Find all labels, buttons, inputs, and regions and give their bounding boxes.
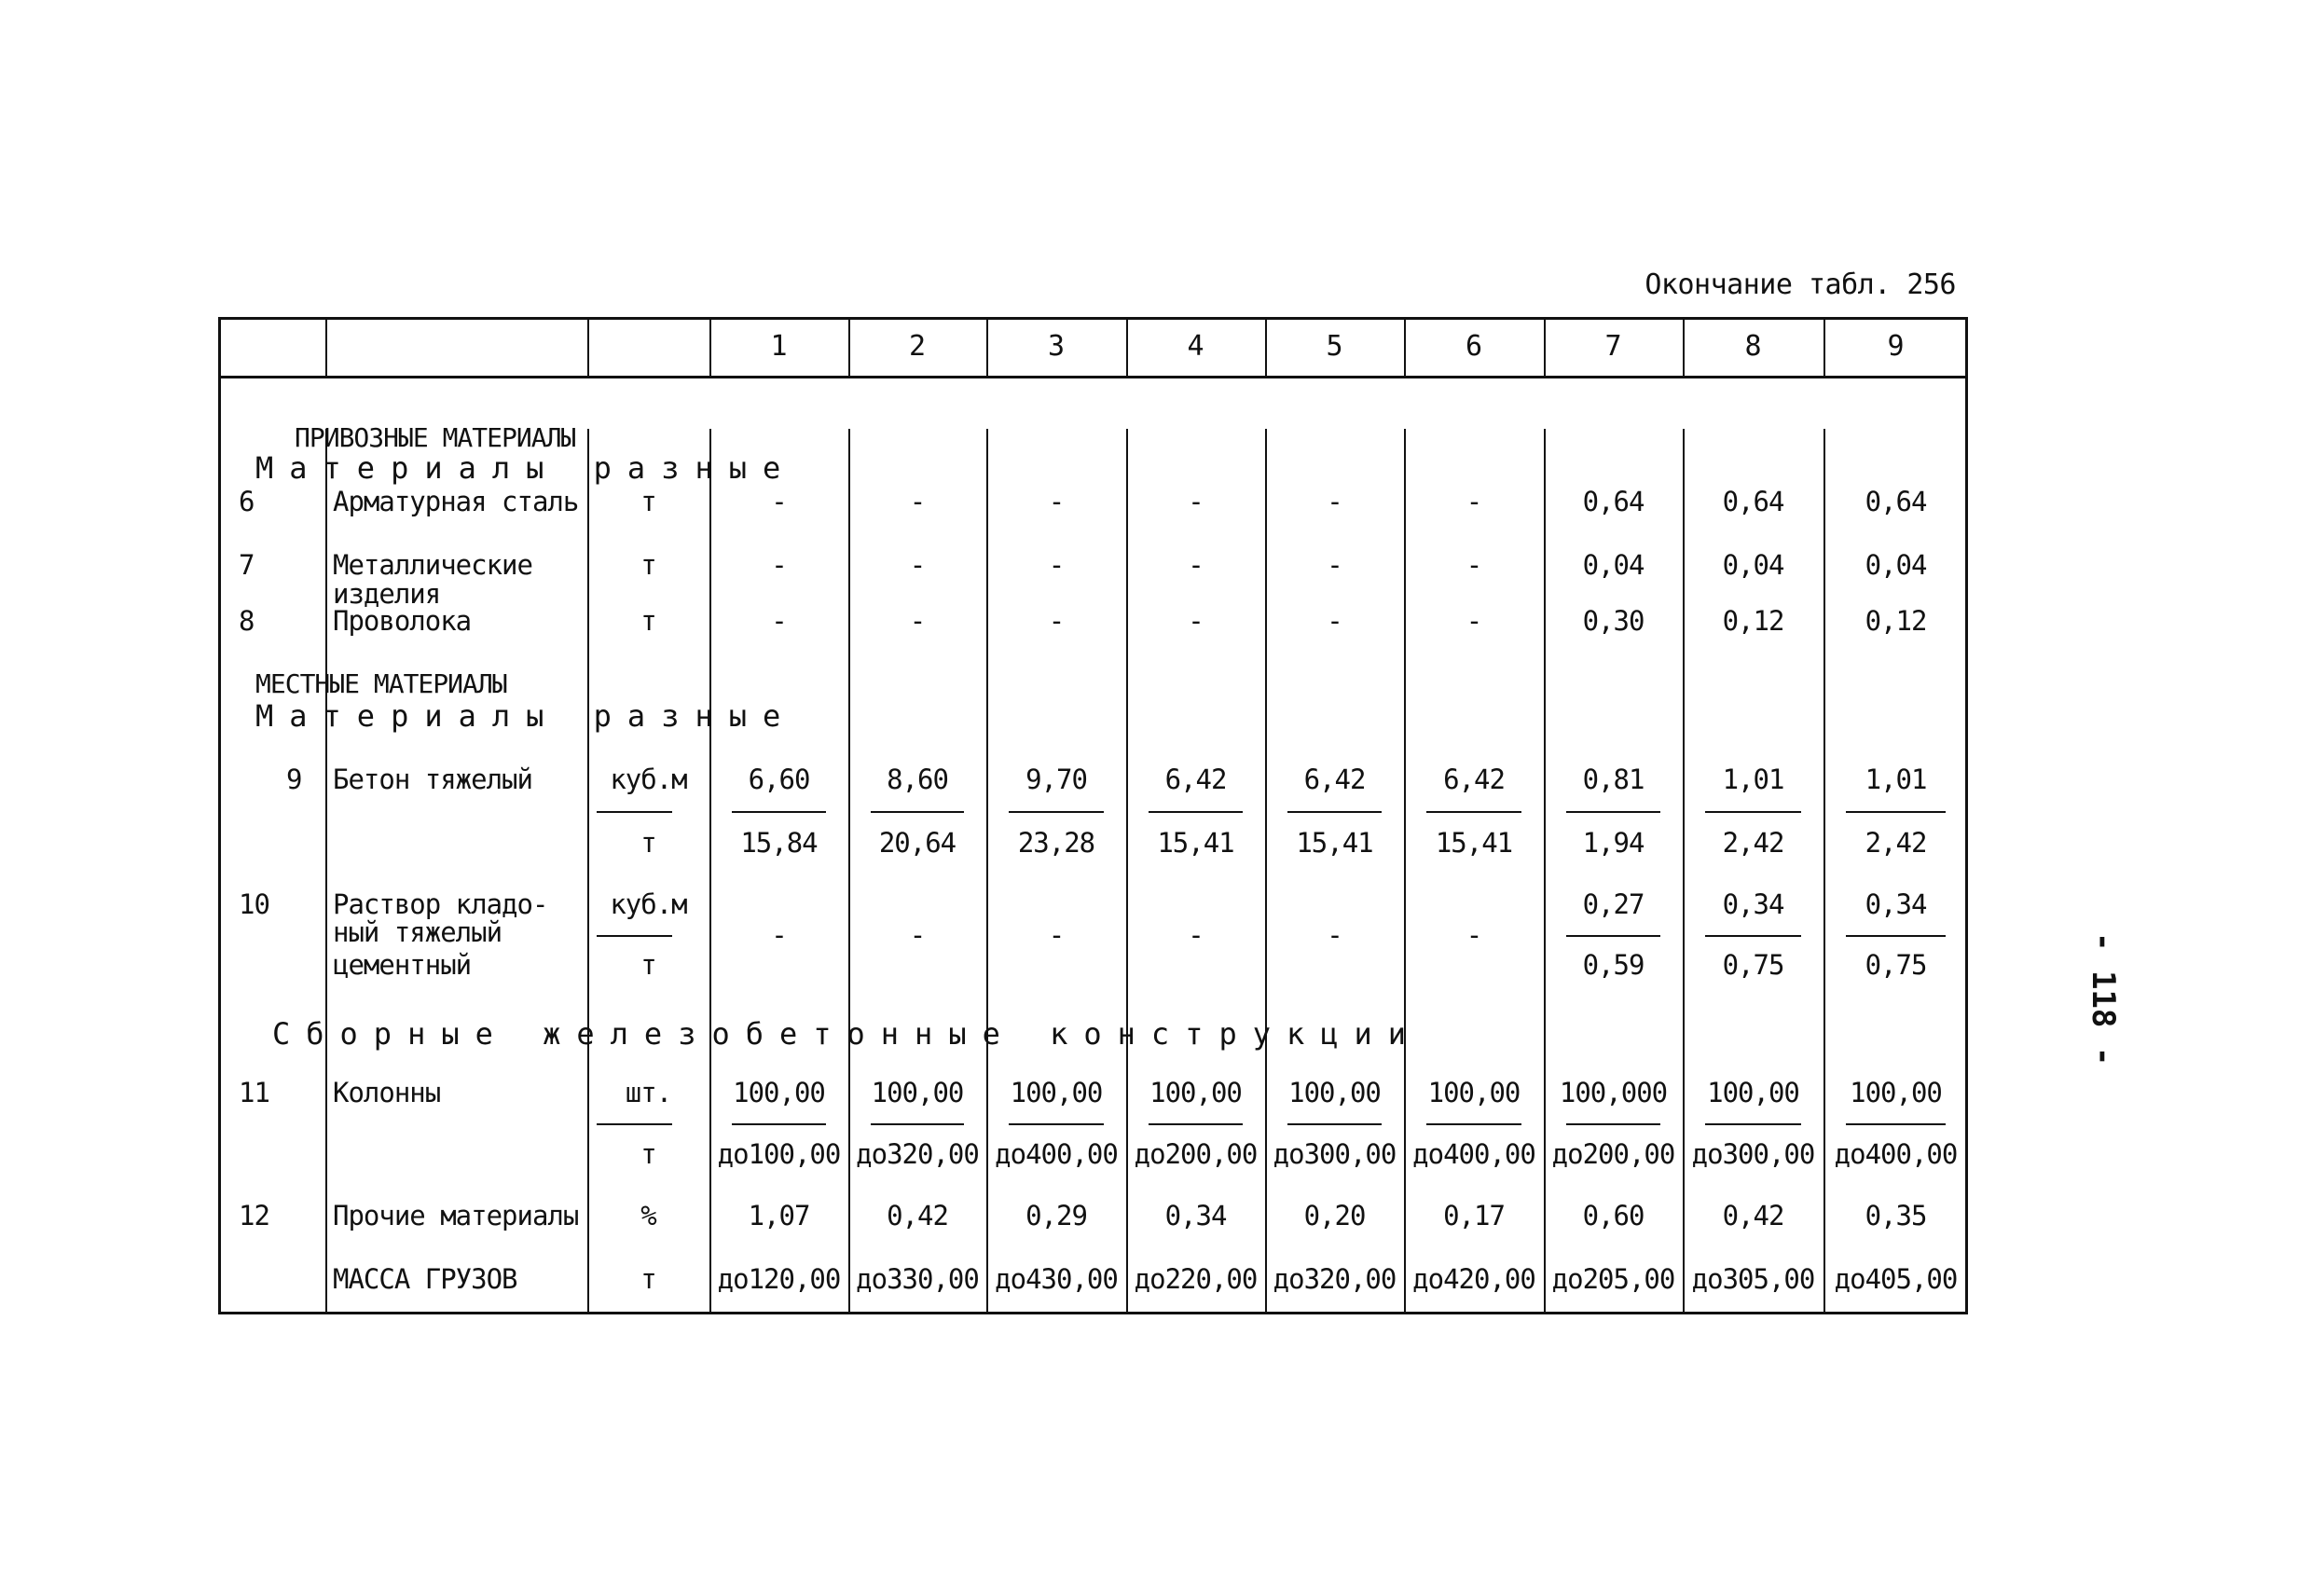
column-rule (325, 429, 327, 1314)
row-number: 8 (239, 605, 255, 637)
value-cell: 0,12 (1722, 605, 1784, 637)
value-cell: 0,64 (1582, 486, 1645, 517)
value-cell: до200,00 (1551, 1138, 1675, 1170)
value-cell: до400,00 (995, 1138, 1118, 1170)
value-cell: 0,42 (887, 1200, 948, 1231)
value-cell: до405,00 (1834, 1263, 1958, 1295)
value-cell: - (771, 486, 787, 517)
row-number: 7 (239, 549, 255, 581)
value-cell: 0,29 (1025, 1200, 1087, 1231)
row-name: МАССА ГРУЗОВ (333, 1263, 517, 1295)
value-cell: до320,00 (856, 1138, 979, 1170)
value-cell: 0,34 (1865, 888, 1927, 920)
fraction-bar (597, 1123, 672, 1125)
value-cell: - (1188, 605, 1204, 637)
unit-cell: т (640, 949, 656, 981)
header-col-5: 5 (1326, 330, 1343, 363)
value-cell: 100,00 (1427, 1077, 1521, 1108)
value-cell: 100,00 (733, 1077, 825, 1108)
fraction-bar (1149, 811, 1243, 813)
row-number: 6 (239, 486, 255, 517)
value-cell: 1,01 (1722, 764, 1784, 795)
column-rule (587, 317, 589, 376)
value-cell: 0,42 (1722, 1200, 1784, 1231)
value-cell: 0,59 (1582, 949, 1645, 981)
value-cell: до400,00 (1834, 1138, 1958, 1170)
row-name: Металлические (333, 549, 532, 581)
value-cell: 100,00 (871, 1077, 964, 1108)
fraction-bar (1705, 935, 1801, 937)
value-cell: 15,41 (1157, 827, 1234, 859)
fraction-bar (1149, 1123, 1243, 1125)
unit-cell: куб.м (610, 888, 687, 920)
row-number: 11 (239, 1077, 269, 1108)
value-cell: - (1466, 486, 1482, 517)
value-cell: 0,64 (1722, 486, 1784, 517)
value-cell: до420,00 (1412, 1263, 1535, 1295)
value-cell: до100,00 (717, 1138, 841, 1170)
value-cell: до200,00 (1134, 1138, 1258, 1170)
value-cell: до305,00 (1691, 1263, 1815, 1295)
value-cell: 100,00 (1707, 1077, 1799, 1108)
value-cell: 0,12 (1865, 605, 1927, 637)
value-cell: до320,00 (1273, 1263, 1397, 1295)
value-cell: 15,41 (1296, 827, 1373, 859)
unit-cell: т (640, 605, 656, 637)
page-number: - 118 - (2085, 932, 2122, 1066)
header-col-2: 2 (908, 330, 927, 363)
value-cell: - (1048, 486, 1065, 517)
materials-table (218, 317, 1968, 1314)
value-cell: - (1466, 605, 1482, 637)
value-cell: 15,84 (740, 827, 818, 859)
fraction-bar (871, 811, 964, 813)
header-col-3: 3 (1047, 330, 1066, 363)
fraction-bar (1566, 1123, 1660, 1125)
value-cell: до430,00 (995, 1263, 1118, 1295)
value-cell: до220,00 (1134, 1263, 1258, 1295)
value-cell: - (1188, 919, 1204, 951)
fraction-bar (1287, 811, 1382, 813)
value-cell: - (1466, 549, 1482, 581)
value-cell: 0,75 (1722, 949, 1784, 981)
value-cell: 0,60 (1582, 1200, 1645, 1231)
value-cell: до120,00 (717, 1263, 841, 1295)
fraction-bar (1705, 811, 1801, 813)
value-cell: - (909, 605, 926, 637)
row-name: Арматурная сталь (333, 486, 579, 517)
header-col-8: 8 (1744, 330, 1762, 363)
value-cell: 100,00 (1010, 1077, 1103, 1108)
section-heading-local: МЕСТНЫЕ МАТЕРИАЛЫ (255, 668, 507, 699)
table-caption: Окончание табл. 256 (1645, 268, 1956, 301)
value-cell: 0,30 (1582, 605, 1645, 637)
value-cell: 0,20 (1303, 1200, 1366, 1231)
value-cell: 1,01 (1865, 764, 1927, 795)
unit-cell: т (640, 1263, 656, 1295)
value-cell: 0,75 (1865, 949, 1927, 981)
value-cell: 0,04 (1582, 549, 1645, 581)
value-cell: до400,00 (1412, 1138, 1535, 1170)
column-rule (587, 429, 589, 1314)
value-cell: 0,64 (1865, 486, 1927, 517)
value-cell: до330,00 (856, 1263, 979, 1295)
value-cell: 6,42 (1164, 764, 1227, 795)
value-cell: - (1327, 549, 1342, 581)
value-cell: 100,00 (1288, 1077, 1381, 1108)
fraction-bar (1846, 811, 1946, 813)
value-cell: - (771, 549, 787, 581)
row-number: 12 (239, 1200, 269, 1231)
value-cell: 9,70 (1025, 764, 1087, 795)
value-cell: - (771, 605, 787, 637)
fraction-bar (871, 1123, 964, 1125)
section-heading-imported-sub: Материалы разные (255, 450, 797, 486)
fraction-bar (732, 1123, 826, 1125)
fraction-bar (1846, 1123, 1946, 1125)
value-cell: 0,17 (1443, 1200, 1505, 1231)
value-cell: 6,42 (1443, 764, 1505, 795)
row-name: Раствор кладо- (333, 888, 548, 920)
fraction-bar (1705, 1123, 1801, 1125)
fraction-bar (1009, 1123, 1104, 1125)
value-cell: 2,42 (1865, 827, 1927, 859)
unit-cell: куб.м (610, 764, 687, 795)
value-cell: - (1048, 549, 1065, 581)
value-cell: 20,64 (878, 827, 956, 859)
value-cell: 0,81 (1582, 764, 1645, 795)
value-cell: - (1327, 919, 1342, 951)
value-cell: 100,00 (1149, 1077, 1242, 1108)
header-divider (218, 376, 1968, 378)
row-name: Бетон тяжелый (333, 764, 532, 795)
row-name: цементный (333, 949, 472, 981)
header-col-7: 7 (1604, 330, 1622, 363)
row-number: 10 (239, 888, 269, 920)
value-cell: 0,27 (1582, 888, 1645, 920)
value-cell: 0,34 (1722, 888, 1784, 920)
row-name: Прочие материалы (333, 1200, 579, 1231)
value-cell: 6,60 (748, 764, 810, 795)
fraction-bar (597, 935, 672, 937)
value-cell: до300,00 (1691, 1138, 1815, 1170)
unit-cell: т (640, 1138, 656, 1170)
row-number: 9 (286, 764, 302, 795)
value-cell: - (1048, 919, 1065, 951)
row-name: ный тяжелый (333, 916, 502, 948)
fraction-bar (1426, 1123, 1521, 1125)
row-name: Проволока (333, 605, 472, 637)
row-name: Колонны (333, 1077, 441, 1108)
fraction-bar (1846, 935, 1946, 937)
value-cell: - (1466, 919, 1482, 951)
value-cell: 0,34 (1164, 1200, 1227, 1231)
unit-cell: шт. (625, 1077, 672, 1108)
value-cell: - (1327, 605, 1342, 637)
section-heading-precast: Сборные железобетонные конструкции (272, 1016, 1423, 1052)
value-cell: - (1048, 605, 1065, 637)
value-cell: 8,60 (887, 764, 948, 795)
value-cell: 6,42 (1303, 764, 1366, 795)
fraction-bar (1287, 1123, 1382, 1125)
unit-cell: т (640, 549, 656, 581)
value-cell: до205,00 (1551, 1263, 1675, 1295)
value-cell: 2,42 (1722, 827, 1784, 859)
value-cell: - (909, 486, 926, 517)
header-col-6: 6 (1465, 330, 1483, 363)
row-name: изделия (333, 578, 441, 610)
fraction-bar (597, 811, 672, 813)
header-col-9: 9 (1887, 330, 1905, 363)
fraction-bar (1566, 935, 1660, 937)
unit-cell: т (640, 486, 656, 517)
value-cell: - (1188, 486, 1204, 517)
fraction-bar (1009, 811, 1104, 813)
value-cell: - (909, 919, 926, 951)
value-cell: 0,04 (1865, 549, 1927, 581)
fraction-bar (1566, 811, 1660, 813)
value-cell: 1,94 (1582, 827, 1645, 859)
section-heading-imported: ПРИВОЗНЫЕ МАТЕРИАЛЫ (295, 422, 576, 453)
value-cell: - (1327, 486, 1342, 517)
value-cell: - (771, 919, 787, 951)
section-heading-local-sub: Материалы разные (255, 698, 797, 734)
value-cell: до300,00 (1273, 1138, 1397, 1170)
value-cell: 0,04 (1722, 549, 1784, 581)
value-cell: 1,07 (748, 1200, 810, 1231)
value-cell: 100,000 (1559, 1077, 1668, 1108)
fraction-bar (732, 811, 826, 813)
fraction-bar (1426, 811, 1521, 813)
value-cell: - (1188, 549, 1204, 581)
header-col-4: 4 (1187, 330, 1204, 363)
value-cell: 0,35 (1865, 1200, 1927, 1231)
value-cell: 23,28 (1017, 827, 1095, 859)
value-cell: - (909, 549, 926, 581)
unit-cell: % (640, 1200, 656, 1231)
unit-cell: т (640, 827, 656, 859)
column-rule (325, 317, 327, 376)
value-cell: 15,41 (1435, 827, 1513, 859)
header-col-1: 1 (770, 330, 788, 363)
value-cell: 100,00 (1850, 1077, 1942, 1108)
